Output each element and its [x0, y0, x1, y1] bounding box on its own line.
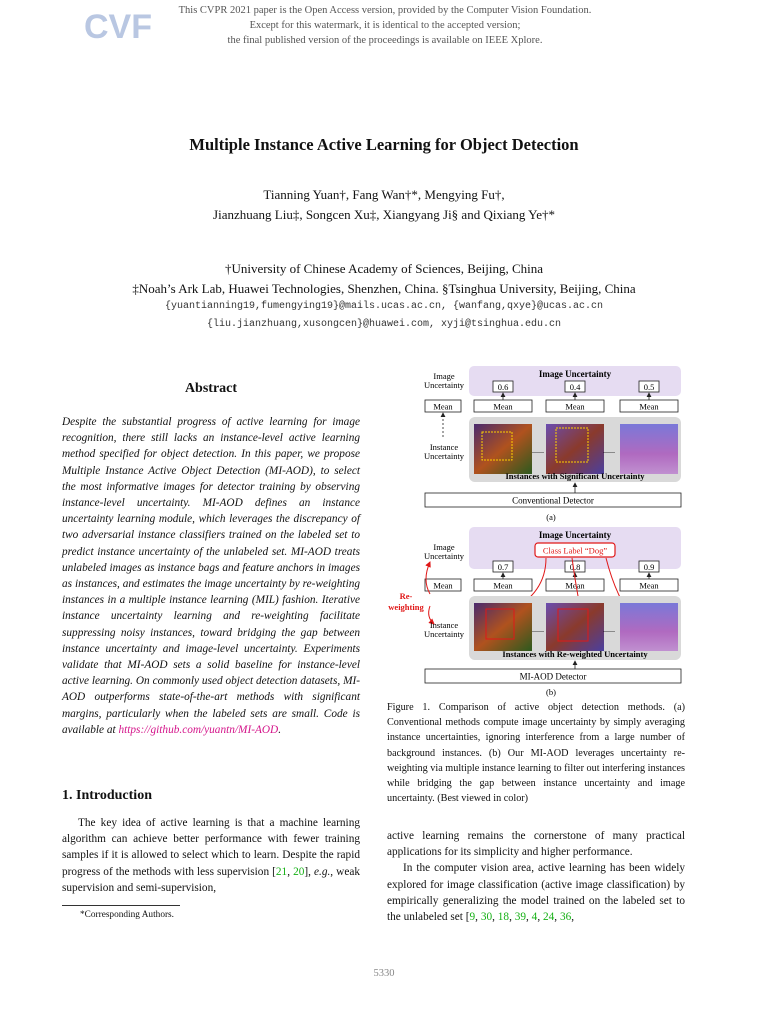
citation-link[interactable]: 21	[275, 865, 288, 878]
sample-image-dog	[546, 603, 604, 651]
reweighting-label: weighting	[388, 602, 424, 612]
citation-link[interactable]: 18	[497, 911, 510, 924]
intro-text: ],	[304, 865, 314, 878]
figure-caption: Figure 1. Comparison of active object detection methods. (a) Conventional methods compute image uncertainty by simply averaging instance uncertainties, ignoring interference from a large number of background instances. (b) Our MI-AOD leverages uncertainty re-weighting via multiple instance learning to filter out interfering instances while bridging the gap between instance uncertainty and image uncertainty. (Best viewed in color)	[387, 702, 685, 805]
intro-heading: 1. Introduction	[62, 788, 152, 803]
figure-1	[386, 362, 686, 700]
watermark-line-3: the final published version of the proceedings is available on IEEE Xplore.	[227, 35, 543, 46]
axis-label-instance: Uncertainty	[423, 629, 465, 639]
mean-label: Mean	[565, 401, 585, 412]
author-emails	[0, 298, 768, 334]
score-value: 0.6	[497, 382, 509, 392]
banner-label: Image Uncertainty	[538, 369, 612, 379]
axis-label-image: Uncertainty	[423, 380, 465, 390]
affiliation-line-1: †University of Chinese Academy of Sciences, Beijing, China	[224, 261, 544, 276]
cvf-logo-text: CVF	[84, 8, 152, 46]
sample-image-dog	[546, 424, 604, 474]
strip-label: Instances with Re-weighted Uncertainty	[502, 649, 648, 659]
axis-label-instance: Instance	[429, 620, 459, 630]
score-value: 0.8	[569, 562, 581, 572]
citation-link[interactable]: 24	[542, 911, 555, 924]
mean-label: Mean	[433, 580, 453, 591]
sample-image-field	[620, 424, 678, 474]
ellipsis: ......	[532, 446, 544, 455]
paper-title: Multiple Instance Active Learning for Object Detection	[189, 135, 579, 154]
footnote-rule	[62, 905, 180, 906]
authors-line-2: Jianzhuang Liu‡, Songcen Xu‡, Xiangyang Ji§ and Qixiang Ye†*	[213, 207, 555, 222]
score-value: 0.4	[569, 382, 581, 392]
ellipsis: ......	[532, 625, 544, 634]
abstract-heading: Abstract	[184, 381, 238, 396]
subfigure-tag: (a)	[546, 512, 556, 522]
watermark-line-2: Except for this watermark, it is identical to the accepted version;	[249, 20, 521, 31]
citation-link[interactable]: 4	[531, 911, 538, 924]
axis-label-image: Image	[433, 542, 455, 552]
detector-label: Conventional Detector	[512, 495, 594, 506]
intro-sep: ,	[287, 865, 294, 878]
mean-label: Mean	[493, 580, 513, 591]
abstract-body	[62, 414, 360, 738]
emails-line-2: {liu.jianzhuang,xusongcen}@huawei.com, xyji@tsinghua.edu.cn	[206, 319, 562, 330]
score-value: 0.7	[497, 562, 509, 572]
author-list	[0, 185, 768, 225]
footnote: *Corresponding Authors.	[80, 910, 174, 920]
right-column-body	[387, 828, 685, 925]
intro-paragraph	[62, 815, 360, 896]
abstract-text: Despite the substantial progress of active learning for image recognition, there still lacks an instance-level active learning method specified for object detection. In this paper, we propose Multiple Instance Active Object Detection (MI-AOD), to select the most informative images for detector training by observing instance-level uncertainty. MI-AOD defines an instance uncertainty learning module, which leverages the discrepancy of two adversarial instance classifiers trained on the labeled set to predict instance uncertainty of the unlabeled set. MI-AOD treats unlabeled images as instance bags and feature anchors in images as instances, and estimates the image uncertainty by re-weighting instances in a multiple instance learning (MIL) fashion. Iterative instance uncertainty learning and re-weighting facilitate suppressing noisy instances, toward bridging the gap between instance uncertainty and image-level uncertainty. Experiments validate that MI-AOD sets a solid baseline for instance-level active learning. On commonly used object detection datasets, MI-AOD outperforms state-of-the-art methods with significant margins, particularly when the labeled sets are small. Code is available at	[62, 416, 360, 736]
axis-label-instance: Uncertainty	[423, 451, 465, 461]
reweighting-label: Re-	[399, 591, 413, 601]
citation-link[interactable]: 39	[514, 911, 527, 924]
axis-label-instance: Instance	[429, 442, 459, 452]
sample-image-dog	[474, 603, 532, 651]
intro-text: , weak supervision and semi-supervision,	[62, 865, 360, 894]
cvf-logo	[82, 4, 152, 46]
ellipsis: ......	[603, 446, 615, 455]
intro-eg: e.g.	[313, 865, 331, 878]
paragraph: active learning remains the cornerstone of many practical applications for its simplicity and higher performance.	[387, 830, 685, 859]
affiliation-line-2: ‡Noah’s Ark Lab, Huawei Technologies, Shenzhen, China. §Tsinghua University, Beijing, China	[132, 281, 636, 296]
affiliations	[0, 259, 768, 299]
mean-label: Mean	[433, 401, 453, 412]
authors-line-1: Tianning Yuan†, Fang Wan†*, Mengying Fu†,	[263, 187, 505, 202]
axis-label-image: Uncertainty	[423, 551, 465, 561]
paragraph-text: In the computer vision area, active learning has been widely explored for image classification (active image classification) by empirically generalizing the model trained on the labeled set to the unlabeled set [	[387, 862, 685, 924]
citation-link[interactable]: 36	[559, 911, 572, 924]
emails-line-1: {yuantianning19,fumengying19}@mails.ucas.ac.cn, {wanfang,qxye}@ucas.ac.cn	[164, 301, 604, 312]
axis-label-image: Image	[433, 371, 455, 381]
mean-label: Mean	[639, 401, 659, 412]
score-value: 0.9	[643, 562, 655, 572]
detector-label: MI-AOD Detector	[519, 671, 587, 682]
mean-label: Mean	[493, 401, 513, 412]
mean-label: Mean	[639, 580, 659, 591]
citation-link[interactable]: 30	[480, 911, 493, 924]
watermark-line-1: This CVPR 2021 paper is the Open Access version, provided by the Computer Vision Foundation.	[178, 5, 592, 16]
code-link[interactable]: https://github.com/yuantn/MI-AOD	[118, 723, 279, 736]
subfigure-tag: (b)	[546, 687, 556, 697]
ellipsis: ......	[603, 625, 615, 634]
citation-link[interactable]: 20	[293, 865, 305, 878]
banner-label: Image Uncertainty	[538, 530, 612, 540]
paragraph: In the computer vision area, active learning has been widely explored for image classification (active image classification) by empirically generalizing the model trained on the labeled set to the unlabeled set [9, 30, 18, 39, 4, 24, 36,	[387, 862, 685, 924]
abstract-end: .	[278, 723, 282, 736]
mean-label: Mean	[565, 580, 585, 591]
strip-label: Instances with Significant Uncertainty	[505, 471, 645, 481]
class-label: Class Label “Dog”	[542, 545, 608, 556]
watermark-notice	[150, 3, 620, 48]
page-number: 5330	[373, 968, 395, 979]
score-value: 0.5	[643, 382, 655, 392]
citation-link[interactable]: 9	[469, 911, 476, 924]
paragraph-text: ,	[571, 911, 575, 924]
sample-image-field	[620, 603, 678, 651]
intro-text: The key idea of active learning is that a machine learning algorithm can achieve better performance with fewer training samples if it is allowed to select which to learn. Despite the rapid progress of the methods with less supervision [	[62, 817, 360, 878]
